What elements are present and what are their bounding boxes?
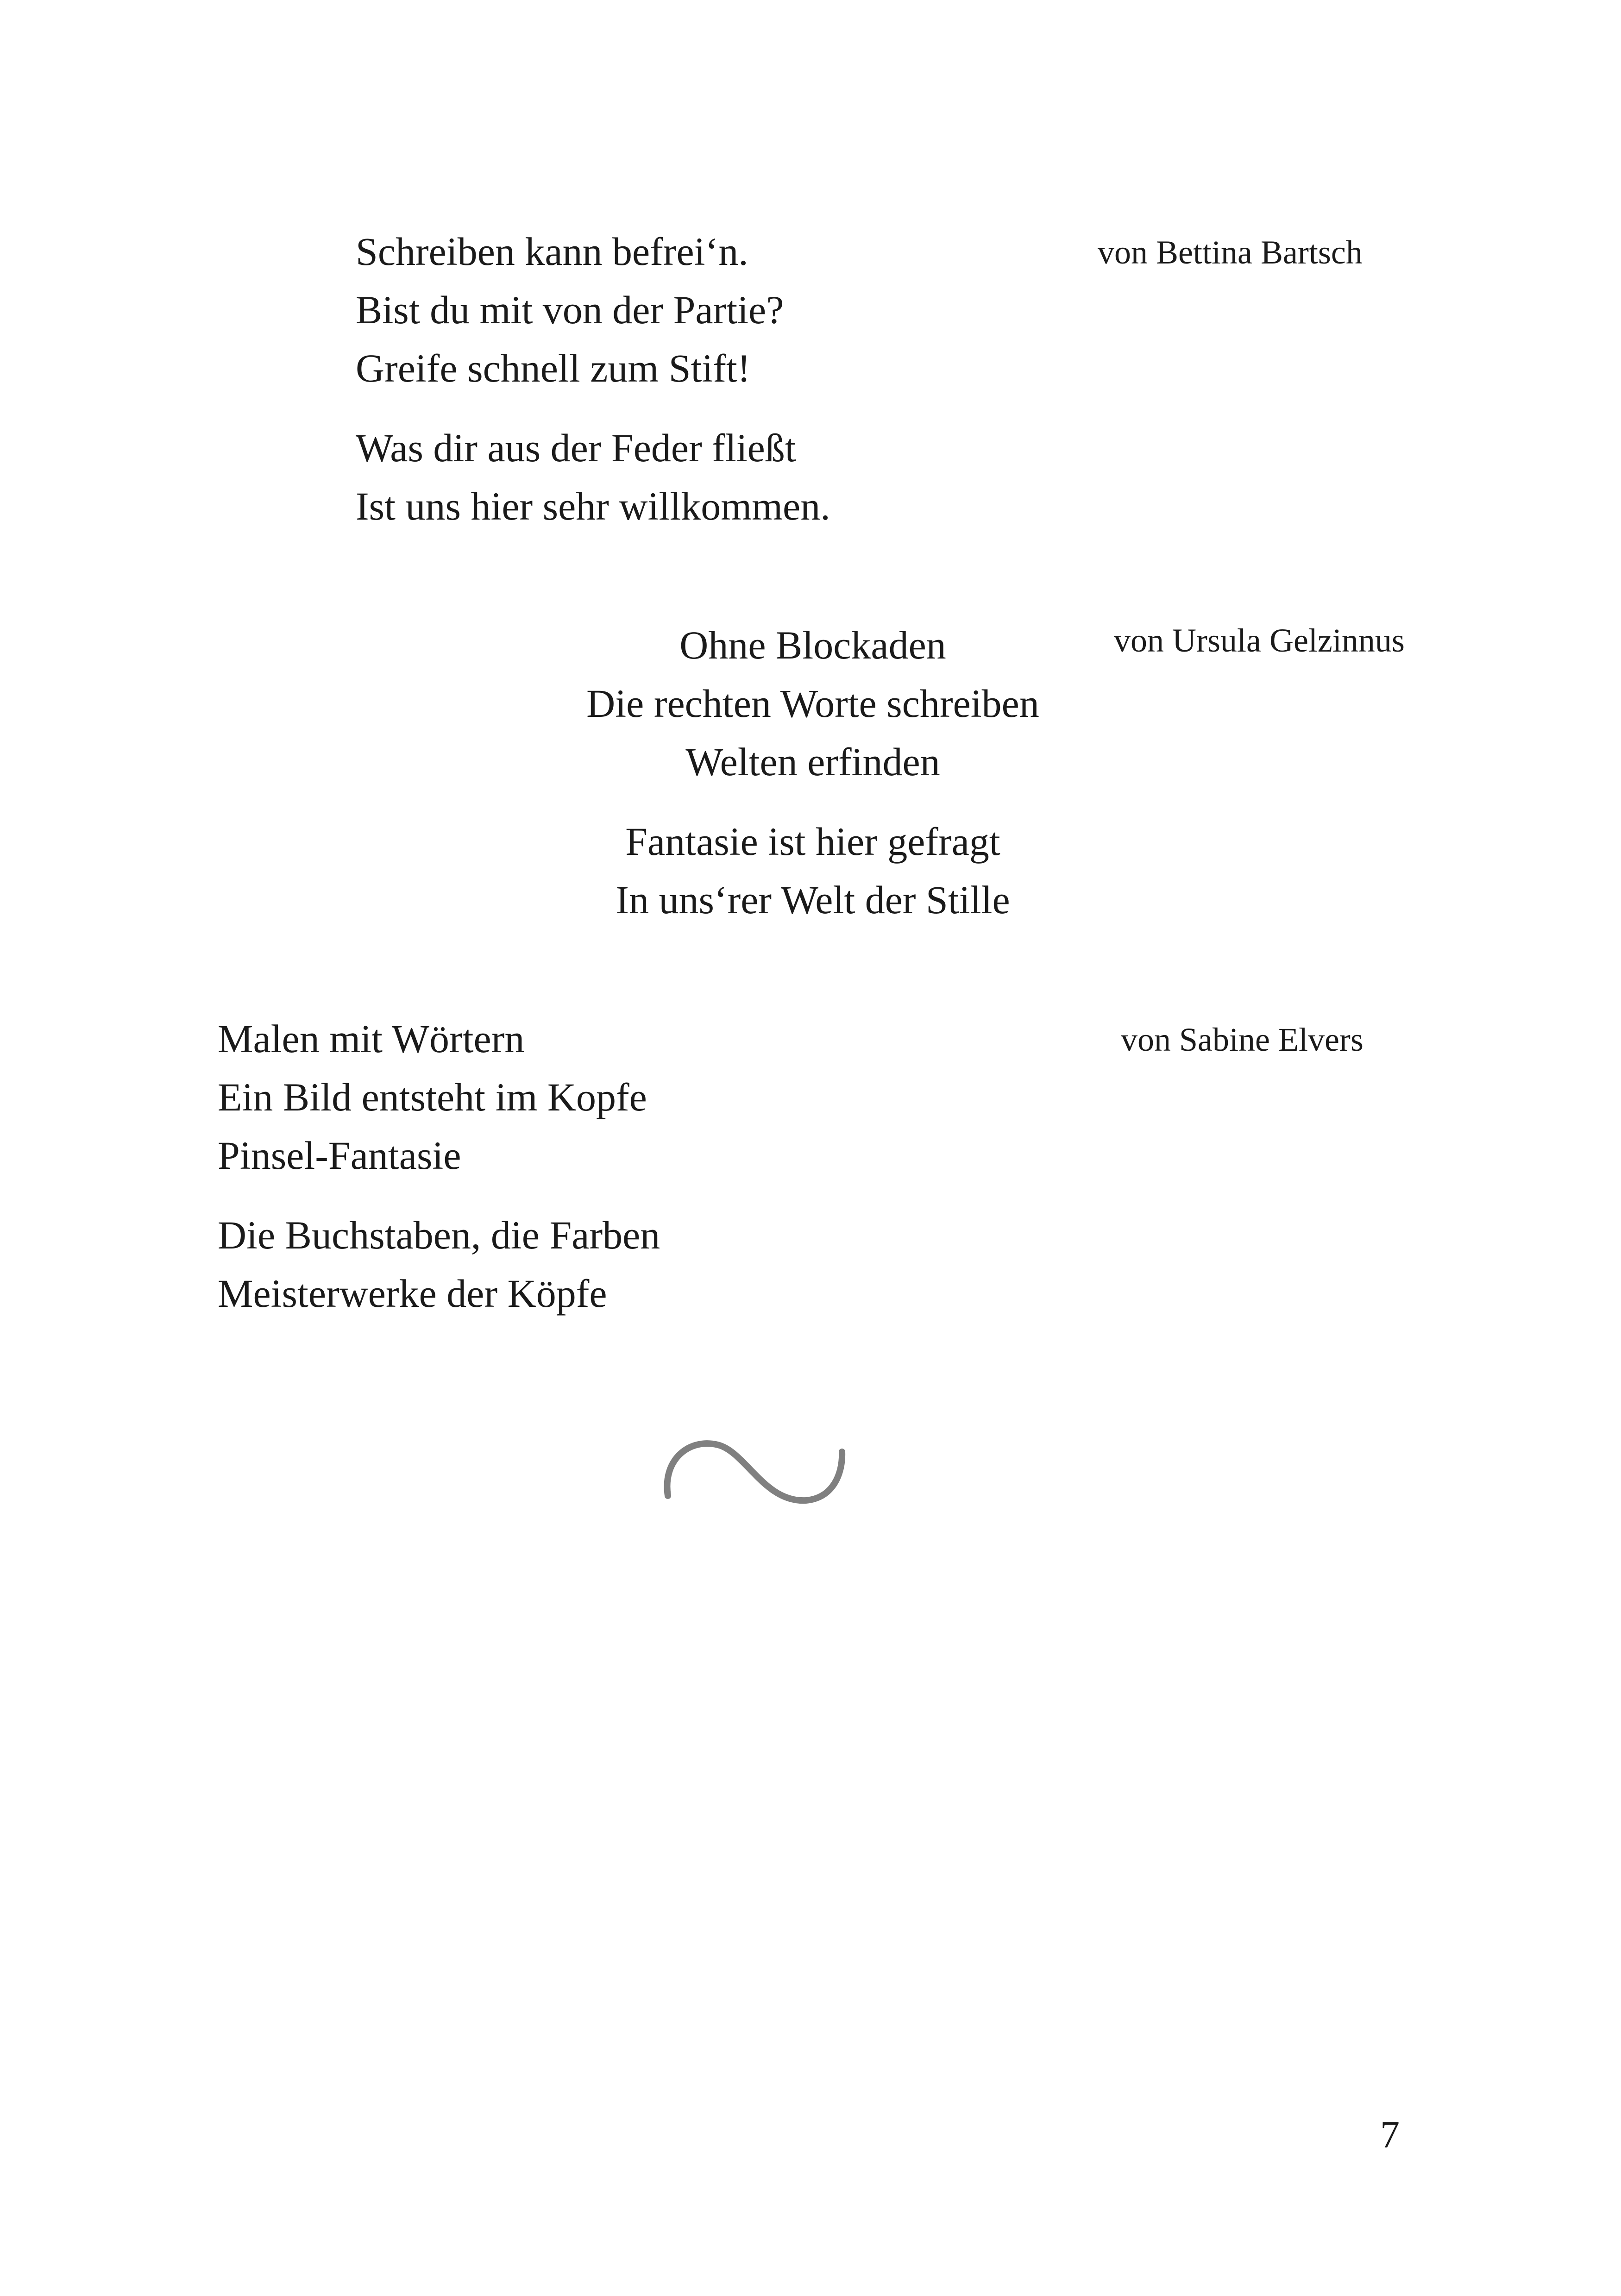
poem-line: Ohne Blockaden: [679, 623, 946, 667]
poem-author: von Sabine Elvers: [1121, 1021, 1363, 1058]
poem-line: Die Buchstaben, die Farben: [218, 1213, 660, 1257]
poem-line: Pinsel-Fantasie: [218, 1133, 461, 1178]
poem-author: von Bettina Bartsch: [1098, 234, 1363, 271]
poem-line: Ist uns hier sehr willkommen.: [356, 484, 830, 528]
stanza: [356, 419, 830, 535]
poem-line: Greife schnell zum Stift!: [356, 346, 751, 390]
poem-line: Fantasie ist hier gefragt: [625, 819, 1000, 864]
poem-line: Was dir aus der Feder fließt: [356, 426, 796, 470]
poem-line: Malen mit Wörtern: [218, 1016, 525, 1061]
poem-line: Die rechten Worte schreiben: [586, 681, 1039, 726]
stanza: [549, 812, 1077, 929]
stanza: [218, 1010, 660, 1185]
poem-ursula-gelzinnus: [549, 616, 1077, 929]
poem-line: Bist du mit von der Partie?: [356, 288, 784, 332]
stanza: [218, 1206, 660, 1323]
page-number: 7: [1380, 2113, 1400, 2156]
stanza: [549, 616, 1077, 791]
poem-line: Welten erfinden: [685, 740, 940, 784]
poem-line: Ein Bild entsteht im Kopfe: [218, 1075, 647, 1119]
stanza: [356, 222, 830, 397]
poem-sabine-elvers: [218, 1010, 660, 1323]
poem-author: von Ursula Gelzinnus: [1114, 622, 1405, 659]
poem-bettina-bartsch: [356, 222, 830, 535]
poem-line: Schreiben kann befrei‘n.: [356, 229, 748, 274]
tilde-swirl-ornament-icon: [658, 1426, 852, 1514]
poem-line: In uns‘rer Welt der Stille: [616, 878, 1010, 922]
poem-line: Meisterwerke der Köpfe: [218, 1271, 607, 1316]
